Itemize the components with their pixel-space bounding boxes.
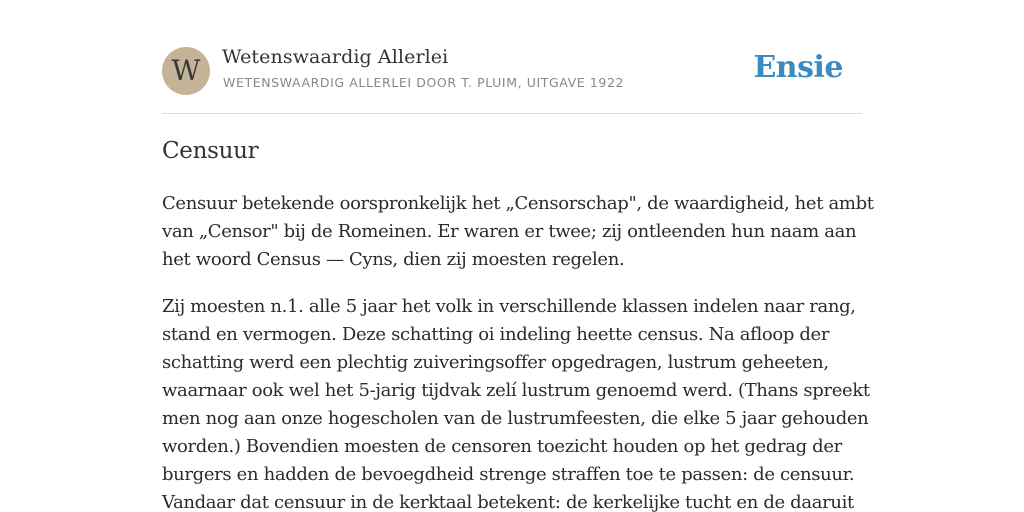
source-avatar[interactable]: W [162, 47, 210, 95]
entry-paragraph-1 [162, 190, 874, 274]
text-line: Censuur betekende oorspronkelijk het „Censorschap", de waardigheid, het ambt [162, 193, 874, 214]
entry-body [162, 190, 874, 512]
text-line: men nog aan onze hogescholen van de lustrumfeesten, die elke 5 jaar gehouden [162, 408, 869, 429]
entry-paragraph-2 [162, 293, 870, 512]
text-line: waarnaar ook wel het 5-jarig tijdvak zelí lustrum genoemd werd. (Thans spreekt [162, 380, 870, 401]
source-title-link[interactable]: Wetenswaardig Allerlei [222, 46, 449, 68]
site-header [162, 46, 862, 96]
text-line: burgers en hadden de bevoegdheid strenge straffen toe te passen: de censuur. [162, 464, 855, 485]
source-subtitle: WETENSWAARDIG ALLERLEI DOOR T. PLUIM, UITGAVE 1922 [223, 75, 625, 90]
brand-logo[interactable]: Ensie [753, 50, 843, 85]
entry-title: Censuur [162, 138, 259, 164]
text-line: Zij moesten n.1. alle 5 jaar het volk in verschillende klassen indelen naar rang, [162, 296, 856, 317]
text-line: het woord Census — Cyns, dien zij moesten regelen. [162, 249, 625, 270]
text-line: worden.) Bovendien moesten de censoren toezicht houden op het gedrag der [162, 436, 842, 457]
text-line: stand en vermogen. Deze schatting oi indeling heette census. Na afloop der [162, 324, 830, 345]
text-line: van „Censor" bij de Romeinen. Er waren er twee; zij ontleenden hun naam aan [162, 221, 857, 242]
text-line: Vandaar dat censuur in de kerktaal betekent: de kerkelijke tucht en de daaruit [162, 492, 854, 512]
header-divider [162, 113, 862, 114]
text-line: schatting werd een plechtig zuiveringsoffer opgedragen, lustrum geheeten, [162, 352, 829, 373]
